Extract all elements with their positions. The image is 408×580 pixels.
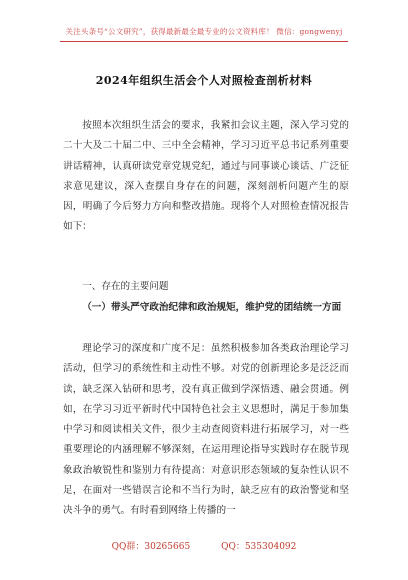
body-paragraph: 理论学习的深度和广度不足：虽然积极参加各类政治理论学习活动，但学习的系统性和主动性不够。对党的创新理论多是泛泛而读，缺乏深入钻研和思考，没有真正做到学深悟透、融会贯通。例如，在学习习近平新时代中国特色社会主义思想时，满足于参加集中学习和阅读相关文件，很少主动查阅资料进行拓展学习，对一些重要理论的内涵理解不够深刻，在运用理论指导实践时存在脱节现象政治敏锐性和鉴别力有待提高：对意识形态领域的复杂性认识不足，在面对一些错误言论和不当行为时，缺乏应有的政治警觉和坚决斗争的勇气。有时看到网络上传播的一: [63, 343, 349, 517]
footer-contact: [0, 539, 408, 552]
document-title: 2024年组织生活会个人对照检查剖析材料: [95, 74, 313, 87]
section-heading: 一、存在的主要问题: [82, 281, 169, 292]
footer-qq-group: QQ群：30265665: [111, 542, 191, 552]
footer-qq: QQ：535304092: [221, 542, 297, 552]
header-banner: 关注头条号“公文研究”，获得最新最全最专业的公文资料库！ 微信：gongwenyj: [65, 27, 343, 36]
header-divider: [60, 41, 348, 42]
subsection-heading: （一）带头严守政治纪律和政治规矩，维护党的团结统一方面: [82, 302, 342, 313]
intro-paragraph: 按照本次组织生活会的要求，我紧扣会议主题，深入学习党的二十大及二十届二中、三中全会精神，学习习近平总书记系列重要讲话精神，认真研读党章党规党纪，通过与同事谈心谈话、广泛征求意见建议，深入查摆自身存在的问题，深刻剖析问题产生的原因，明确了今后努力方向和整改措施。现将个人对照检查情况报告如下：: [63, 120, 349, 233]
